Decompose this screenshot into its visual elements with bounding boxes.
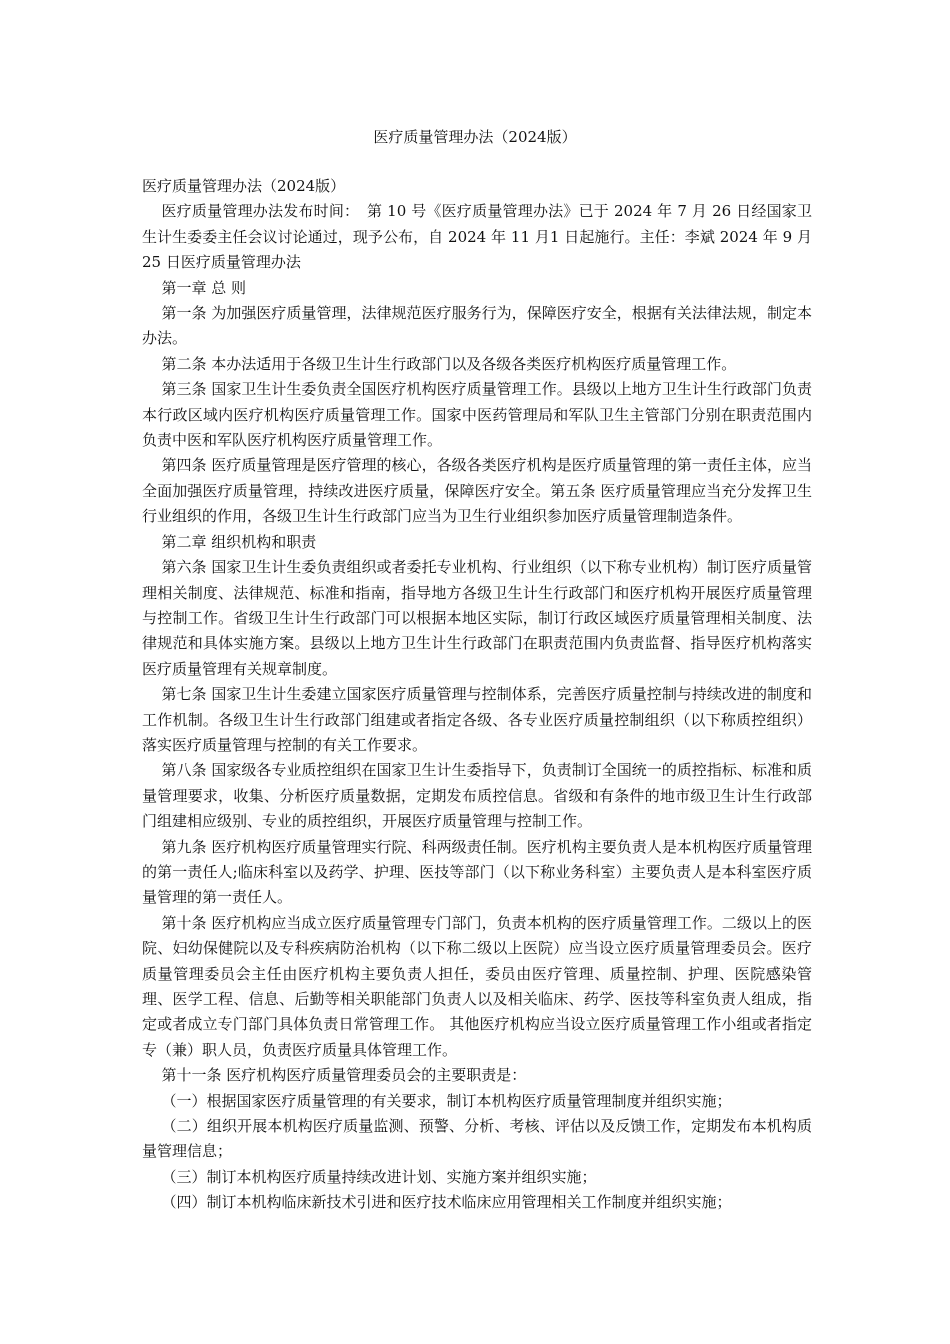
article-paragraph: 第六条 国家卫生计生委负责组织或者委托专业机构、行业组织（以下称专业机构）制订医疗质量管理相关制度、法律规范、标准和指南，指导地方各级卫生计生行政部门和医疗机构开展医疗质量管理与控制工作。省级卫生计生行政部门可以根据本地区实际，制订行政区域医疗质量管理相关制度、法律规范和具体实施方案。县级以上地方卫生计生行政部门在职责范围内负责监督、指导医疗机构落实医疗质量管理有关规章制度。: [142, 558, 812, 678]
list-item: （四）制订本机构临床新技术引进和医疗技术临床应用管理相关工作制度并组织实施；: [161, 1193, 732, 1212]
list-item: （三）制订本机构医疗质量持续改进计划、实施方案并组织实施；: [161, 1167, 597, 1186]
document-body: [142, 174, 812, 1216]
paragraph-publication-notice: 医疗质量管理办法发布时间： 第 10 号《医疗质量管理办法》已于 2024 年 7 月 26 日经国家卫生计生委委主任会议讨论通过，现予公布，自 2024 年 11 月1 日起施行。主任：李斌 2024 年 9 月 25 日医疗质量管理办法: [142, 202, 812, 272]
article-paragraph: 第十条 医疗机构应当成立医疗质量管理专门部门，负责本机构的医疗质量管理工作。二级以上的医院、妇幼保健院以及专科疾病防治机构（以下称二级以上医院）应当设立医疗质量管理委员会。医疗质量管理委员会主任由医疗机构主要负责人担任，委员由医疗管理、质量控制、护理、医院感染管理、医学工程、信息、后勤等相关职能部门负责人以及相关临床、药学、医技等科室负责人组成，指定或者成立专门部门具体负责日常管理工作。 其他医疗机构应当设立医疗质量管理工作小组或者指定专（兼）职人员，负责医疗质量具体管理工作。: [142, 913, 812, 1059]
list-item: （二）组织开展本机构医疗质量监测、预警、分析、考核、评估以及反馈工作，定期发布本机构质量管理信息；: [142, 1117, 812, 1161]
article-paragraph: 第四条 医疗质量管理是医疗管理的核心，各级各类医疗机构是医疗质量管理的第一责任主体，应当全面加强医疗质量管理，持续改进医疗质量，保障医疗安全。第五条 医疗质量管理应当充分发挥卫生行业组织的作用，各级卫生计生行政部门应当为卫生行业组织参加医疗质量管理制造条件。: [142, 456, 812, 526]
article-paragraph: 第九条 医疗机构医疗质量管理实行院、科两级责任制。医疗机构主要负责人是本机构医疗质量管理的第一责任人;临床科室以及药学、护理、医技等部门（以下称业务科室）主要负责人是本科室医疗质量管理的第一责任人。: [142, 837, 812, 907]
article-paragraph: 第一条 为加强医疗质量管理，法律规范医疗服务行为，保障医疗安全，根据有关法律法规，制定本办法。: [142, 304, 812, 348]
article-paragraph: 第八条 国家级各专业质控组织在国家卫生计生委指导下，负责制订全国统一的质控指标、标准和质量管理要求，收集、分析医疗质量数据，定期发布质控信息。省级和有条件的地市级卫生计生行政部门组建相应级别、专业的质控组织，开展医疗质量管理与控制工作。: [142, 761, 812, 831]
article-paragraph: 第二条 本办法适用于各级卫生计生行政部门以及各级各类医疗机构医疗质量管理工作。: [161, 354, 737, 373]
document-title: 医疗质量管理办法（2024版）: [373, 128, 577, 146]
article-paragraph: 第十一条 医疗机构医疗质量管理委员会的主要职责是：: [161, 1066, 527, 1085]
chapter-heading: 第二章 组织机构和职责: [161, 532, 317, 551]
list-item: （一）根据国家医疗质量管理的有关要求，制订本机构医疗质量管理制度并组织实施；: [161, 1091, 732, 1110]
document-subtitle: 医疗质量管理办法（2024版）: [142, 177, 346, 195]
article-paragraph: 第三条 国家卫生计生委负责全国医疗机构医疗质量管理工作。县级以上地方卫生计生行政部门负责本行政区域内医疗机构医疗质量管理工作。国家中医药管理局和军队卫生主管部门分别在职责范围内负责中医和军队医疗机构医疗质量管理工作。: [142, 380, 812, 450]
article-paragraph: 第七条 国家卫生计生委建立国家医疗质量管理与控制体系，完善医疗质量控制与持续改进的制度和工作机制。各级卫生计生行政部门组建或者指定各级、各专业医疗质量控制组织（以下称质控组织）落实医疗质量管理与控制的有关工作要求。: [142, 685, 812, 754]
chapter-heading: 第一章 总 则: [161, 278, 247, 297]
